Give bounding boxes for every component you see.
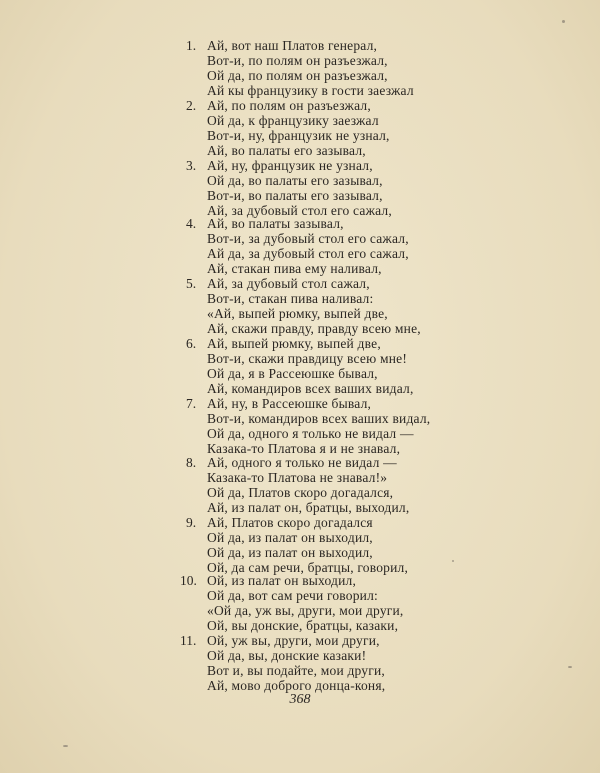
- lyric-line: Ай, ну, в Рассеюшке бывал,: [207, 396, 372, 411]
- lyric-line: Ой, из палат он выходил,: [207, 573, 357, 588]
- lyric-line: Ой да, я в Рассеюшке бывал,: [207, 366, 378, 381]
- stanza-number: 6.: [186, 336, 197, 351]
- lyric-line: Вот-и, командиров всех ваших видал,: [207, 411, 431, 426]
- stanza-6: [188, 336, 448, 396]
- stanza-1: [188, 38, 448, 98]
- lyric-line: Ай, выпей рюмку, выпей две,: [207, 336, 381, 351]
- ink-speck: [63, 745, 68, 747]
- stanza-number: 1.: [186, 38, 197, 53]
- stanza-number: 4.: [186, 216, 197, 231]
- lyric-line: Ой, уж вы, други, мои други,: [207, 633, 380, 648]
- lyric-line: Ой да, вы, донские казаки!: [207, 648, 367, 663]
- stanza-number: 11.: [180, 633, 197, 648]
- page-number: 368: [289, 692, 311, 707]
- stanza-10: [182, 573, 442, 633]
- stanza-number: 9.: [186, 515, 197, 530]
- lyric-line: Ой да, из палат он выходил,: [207, 530, 373, 545]
- lyric-line: Ой да, к французику заезжал: [207, 113, 379, 128]
- stanza-3: [188, 158, 448, 218]
- lyric-line: Ай, командиров всех ваших видал,: [207, 381, 414, 396]
- lyric-line: Ай, за дубовый стол его сажал,: [207, 203, 392, 218]
- lyric-line: Ай, за дубовый стол сажал,: [207, 276, 370, 291]
- lyric-line: Вот-и, стакан пива наливал:: [207, 291, 374, 306]
- lyric-line: Ай, во палаты его зазывал,: [207, 143, 366, 158]
- lyric-line: Вот-и, за дубовый стол его сажал,: [207, 231, 409, 246]
- lyric-line: Ой, да сам речи, братцы, говорил,: [207, 560, 409, 575]
- lyric-line: Ай, вот наш Платов генерал,: [207, 38, 378, 53]
- lyric-line: Вот-и, скажи правдицу всею мне!: [207, 351, 408, 366]
- lyric-line: «Ай, выпей рюмку, выпей две,: [207, 306, 388, 321]
- lyric-line: Ой да, из палат он выходил,: [207, 545, 373, 560]
- stanza-number: 8.: [186, 455, 197, 470]
- stanza-number: 5.: [186, 276, 197, 291]
- lyric-line: Ай, по полям он разъезжал,: [207, 98, 371, 113]
- lyric-line: Ай, из палат он, братцы, выходил,: [207, 500, 410, 515]
- stanza-8: [188, 455, 448, 515]
- lyric-line: Ой да, вот сам речи говорил:: [207, 588, 378, 603]
- lyric-line: Ай, стакан пива ему наливал,: [207, 261, 382, 276]
- lyric-line: Ай, во палаты зазывал,: [207, 216, 344, 231]
- stanza-9: [188, 515, 448, 575]
- stanza-2: [188, 98, 448, 158]
- lyric-line: Ай, одного я только не видал —: [207, 455, 397, 470]
- ink-speck: [562, 20, 565, 23]
- lyric-line: Ай, ну, французик не узнал,: [207, 158, 373, 173]
- lyric-line: Ай, Платов скоро догадался: [207, 515, 373, 530]
- lyric-line: Вот-и, во палаты его зазывал,: [207, 188, 383, 203]
- lyric-line: Казака-то Платова не знавал!»: [207, 470, 388, 485]
- lyric-line: Вот и, вы подайте, мои други,: [207, 663, 385, 678]
- lyric-line: Вот-и, ну, французик не узнал,: [207, 128, 390, 143]
- lyric-line: Ой да, Платов скоро догадался,: [207, 485, 394, 500]
- lyric-line: Ой да, во палаты его зазывал,: [207, 173, 383, 188]
- lyric-line: Ай, мово доброго донца-коня,: [207, 678, 386, 693]
- stanza-11: [182, 633, 442, 693]
- lyric-line: Ай кы французику в гости заезжал: [207, 83, 414, 98]
- lyric-line: Вот-и, по полям он разъезжал,: [207, 53, 388, 68]
- stanza-number: 3.: [186, 158, 197, 173]
- lyric-line: Ой да, одного я только не видал —: [207, 426, 414, 441]
- lyric-line: Казака-то Платова я и не знавал,: [207, 441, 401, 456]
- lyric-line: Ай, скажи правду, правду всею мне,: [207, 321, 421, 336]
- stanza-5: [188, 276, 448, 336]
- ink-speck: [452, 560, 454, 562]
- lyric-line: Ай да, за дубовый стол его сажал,: [207, 246, 409, 261]
- stanza-4: [188, 216, 448, 276]
- stanza-number: 2.: [186, 98, 197, 113]
- lyric-line: Ой, вы донские, братцы, казаки,: [207, 618, 399, 633]
- stanza-7: [188, 396, 448, 456]
- ink-speck: [568, 666, 572, 668]
- stanza-number: 10.: [180, 573, 197, 588]
- lyric-line: «Ой да, уж вы, други, мои други,: [207, 603, 404, 618]
- stanza-number: 7.: [186, 396, 197, 411]
- lyric-line: Ой да, по полям он разъезжал,: [207, 68, 388, 83]
